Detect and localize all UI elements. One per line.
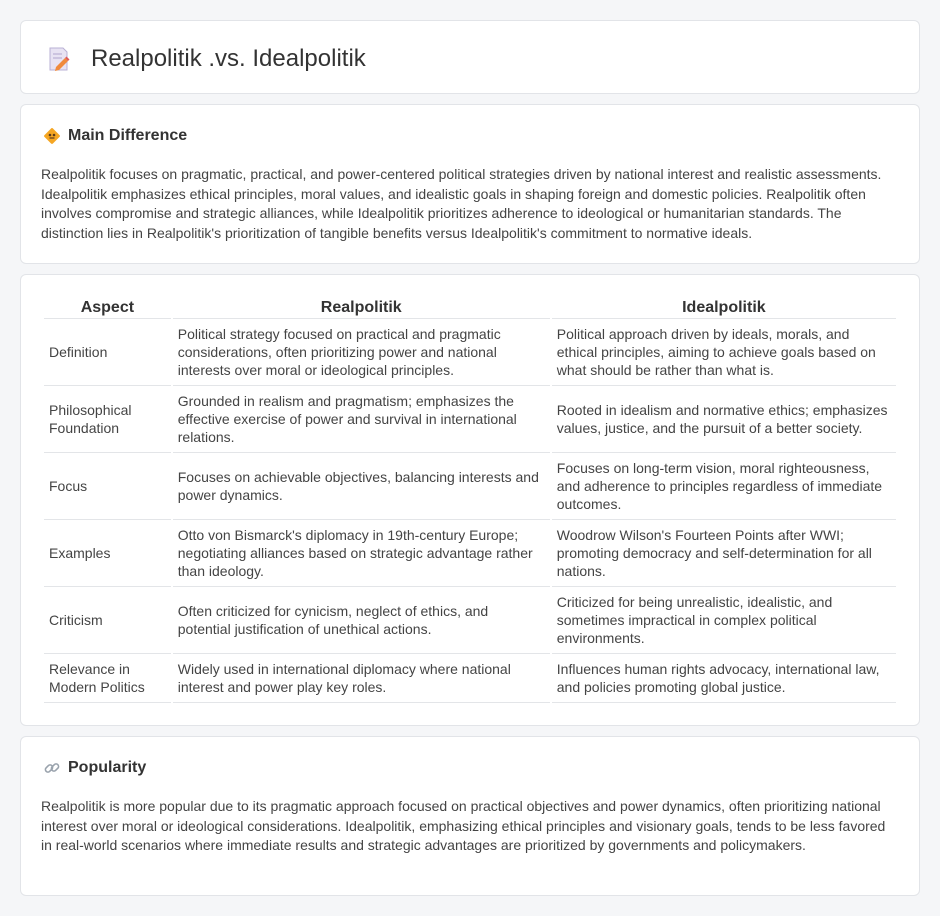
popularity-card bbox=[20, 736, 920, 896]
title-card bbox=[20, 20, 920, 94]
row-idealpolitik: Rooted in idealism and normative ethics; emphasizes values, justice, and the pursuit of a better society. bbox=[552, 386, 896, 453]
row-aspect: Focus bbox=[44, 453, 171, 520]
document-pencil-icon bbox=[47, 46, 71, 72]
table-row bbox=[44, 520, 896, 587]
row-idealpolitik: Political approach driven by ideals, morals, and ethical principles, aiming to achieve goals based on what should be rather than what is. bbox=[552, 319, 896, 386]
row-aspect: Definition bbox=[44, 319, 171, 386]
diamond-sign-icon bbox=[43, 127, 61, 145]
row-realpolitik: Often criticized for cynicism, neglect of ethics, and potential justification of unethical actions. bbox=[173, 587, 550, 654]
main-difference-header bbox=[43, 127, 187, 145]
row-idealpolitik: Criticized for being unrealistic, idealistic, and sometimes impractical in complex political environments. bbox=[552, 587, 896, 654]
row-realpolitik: Widely used in international diplomacy where national interest and power play key roles. bbox=[173, 654, 550, 703]
header-aspect: Aspect bbox=[44, 297, 171, 319]
table-row bbox=[44, 386, 896, 453]
table-row bbox=[44, 319, 896, 386]
row-idealpolitik: Focuses on long-term vision, moral righteousness, and adherence to principles regardless of immediate outcomes. bbox=[552, 453, 896, 520]
row-realpolitik: Political strategy focused on practical and pragmatic considerations, often prioritizing power and national interests over moral or ideological principles. bbox=[173, 319, 550, 386]
table-header-row bbox=[44, 297, 896, 319]
row-realpolitik: Focuses on achievable objectives, balancing interests and power dynamics. bbox=[173, 453, 550, 520]
row-aspect: Relevance in Modern Politics bbox=[44, 654, 171, 703]
header-realpolitik: Realpolitik bbox=[173, 297, 550, 319]
link-icon bbox=[43, 759, 61, 777]
header-idealpolitik: Idealpolitik bbox=[552, 297, 896, 319]
page-title: Realpolitik .vs. Idealpolitik bbox=[91, 45, 366, 72]
main-difference-title: Main Difference bbox=[68, 127, 188, 144]
main-difference-card bbox=[20, 104, 920, 264]
popularity-text: Realpolitik is more popular due to its pragmatic approach focused on practical objectives and power dynamics, often prioritizing national interest over moral or ideological considerations. Idealpolitik, emphasizing ethical principles and visionary goals, tends to be less favored in real-world scenarios where immediate results and strategic advantages are prioritized by governments and policymakers. bbox=[41, 798, 886, 853]
main-difference-text: Realpolitik focuses on pragmatic, practical, and power-centered political strategies driven by national interest and realistic assessments. Idealpolitik emphasizes ethical principles, moral values, and idealistic goals in shaping foreign and domestic policies. Realpolitik often involves compromise and strategic alliances, while Idealpolitik prioritizes adherence to ideological or humanitarian standards. The distinction lies in Realpolitik's prioritization of tangible benefits versus Idealpolitik's commitment to normative ideals. bbox=[41, 166, 882, 241]
row-aspect: Philosophical Foundation bbox=[44, 386, 171, 453]
popularity-header bbox=[43, 759, 146, 777]
table-row bbox=[44, 453, 896, 520]
comparison-card bbox=[20, 274, 920, 726]
row-idealpolitik: Influences human rights advocacy, international law, and policies promoting global justice. bbox=[552, 654, 896, 703]
popularity-title: Popularity bbox=[68, 759, 147, 776]
comparison-table bbox=[42, 297, 898, 703]
table-row bbox=[44, 654, 896, 703]
row-aspect: Examples bbox=[44, 520, 171, 587]
row-aspect: Criticism bbox=[44, 587, 171, 654]
row-realpolitik: Otto von Bismarck's diplomacy in 19th-century Europe; negotiating alliances based on strategic advantage rather than ideology. bbox=[173, 520, 550, 587]
row-realpolitik: Grounded in realism and pragmatism; emphasizes the effective exercise of power and survival in international relations. bbox=[173, 386, 550, 453]
table-row bbox=[44, 587, 896, 654]
title-row bbox=[47, 45, 366, 73]
row-idealpolitik: Woodrow Wilson's Fourteen Points after WWI; promoting democracy and self-determination for all nations. bbox=[552, 520, 896, 587]
